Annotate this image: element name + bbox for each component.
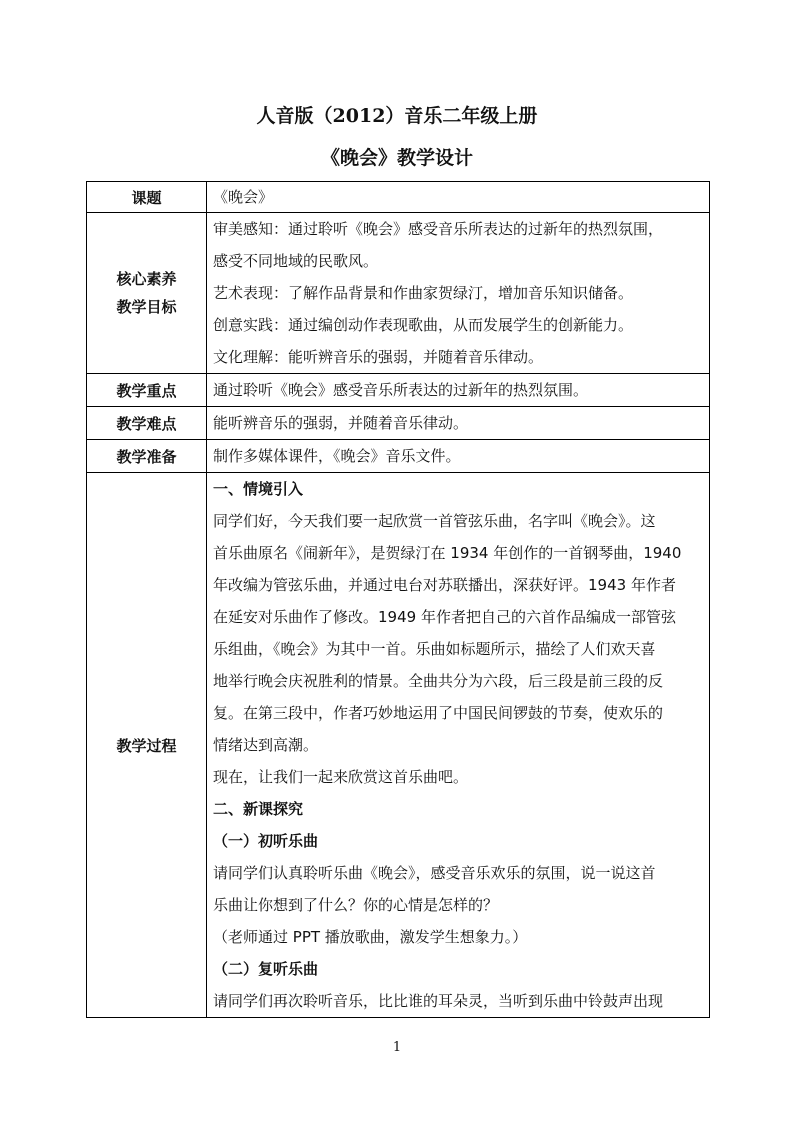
preparation-value: 制作多媒体课件，《晚会》音乐文件。 — [213, 447, 461, 465]
process-subheading: （一）初听乐曲 — [213, 832, 319, 850]
process-line: 请同学们再次聆听音乐，比比谁的耳朵灵，当听到乐曲中铃鼓声出现 — [213, 992, 664, 1010]
difficulties-value: 能听辨音乐的强弱，并随着音乐律动。 — [213, 414, 469, 432]
process-line: 复。在第三段中，作者巧妙地运用了中国民间锣鼓的节奏，使欢乐的 — [213, 704, 664, 722]
topic-value-cell — [207, 182, 710, 213]
key-points-label: 教学重点 — [87, 374, 207, 407]
process-line: 乐曲让你想到了什么？你的心情是怎样的？ — [213, 896, 499, 914]
lesson-plan-table — [86, 181, 710, 1018]
process-line: 现在，让我们一起来欣赏这首乐曲吧。 — [213, 768, 469, 786]
table-row-preparation — [87, 440, 710, 473]
objectives-line: 感受不同地域的民歌风。 — [213, 252, 379, 270]
preparation-value-cell — [207, 440, 710, 473]
key-points-value-cell — [207, 374, 710, 407]
page-number: 1 — [392, 1040, 402, 1055]
process-line: 乐组曲，《晚会》为其中一首。乐曲如标题所示，描绘了人们欢天喜 — [213, 640, 656, 658]
process-line: （老师通过 PPT 播放歌曲，激发学生想象力。） — [213, 928, 528, 946]
process-line: 年改编为管弦乐曲，并通过电台对苏联播出，深获好评。1943 年作者 — [213, 576, 676, 594]
difficulties-value-cell — [207, 407, 710, 440]
table-row-difficulties — [87, 407, 710, 440]
topic-value: 《晚会》 — [213, 188, 274, 206]
document-title: 人音版（2012）音乐二年级上册 — [256, 105, 538, 127]
key-points-value: 通过聆听《晚会》感受音乐所表达的过新年的热烈氛围。 — [213, 381, 589, 399]
process-label: 教学过程 — [87, 473, 207, 1018]
difficulties-label: 教学难点 — [87, 407, 207, 440]
process-line: 请同学们认真聆听乐曲《晚会》，感受音乐欢乐的氛围，说一说这首 — [213, 864, 656, 882]
objectives-label-line2: 教学目标 — [116, 298, 177, 316]
process-line: 地举行晚会庆祝胜利的情景。全曲共分为六段，后三段是前三段的反 — [213, 672, 664, 690]
process-line: 在延安对乐曲作了修改。1949 年作者把自己的六首作品编成一部管弦 — [213, 608, 676, 626]
objectives-line: 审美感知：通过聆听《晚会》感受音乐所表达的过新年的热烈氛围， — [213, 220, 664, 238]
table-row-process — [87, 473, 710, 1018]
document-subtitle: 《晚会》教学设计 — [320, 147, 473, 169]
process-line: 情绪达到高潮。 — [213, 736, 319, 754]
topic-label: 课题 — [87, 182, 207, 213]
table-row-objectives — [87, 213, 710, 374]
table-row-topic — [87, 182, 710, 213]
objectives-line: 文化理解：能听辨音乐的强弱，并随着音乐律动。 — [213, 348, 544, 366]
objectives-line: 创意实践：通过编创动作表现歌曲，从而发展学生的创新能力。 — [213, 316, 634, 334]
objectives-label — [87, 213, 207, 374]
process-heading: 二、新课探究 — [213, 800, 304, 818]
process-line: 首乐曲原名《闹新年》，是贺绿汀在 1934 年创作的一首钢琴曲，1940 — [213, 544, 682, 562]
objectives-line: 艺术表现：了解作品背景和作曲家贺绿汀，增加音乐知识储备。 — [213, 284, 634, 302]
process-heading: 一、情境引入 — [213, 480, 304, 498]
objectives-label-line1: 核心素养 — [116, 270, 177, 288]
objectives-content — [207, 213, 710, 374]
table-row-key-points — [87, 374, 710, 407]
process-line: 同学们好，今天我们要一起欣赏一首管弦乐曲，名字叫《晚会》。这 — [213, 512, 656, 530]
preparation-label: 教学准备 — [87, 440, 207, 473]
process-content — [207, 473, 710, 1018]
process-subheading: （二）复听乐曲 — [213, 960, 319, 978]
